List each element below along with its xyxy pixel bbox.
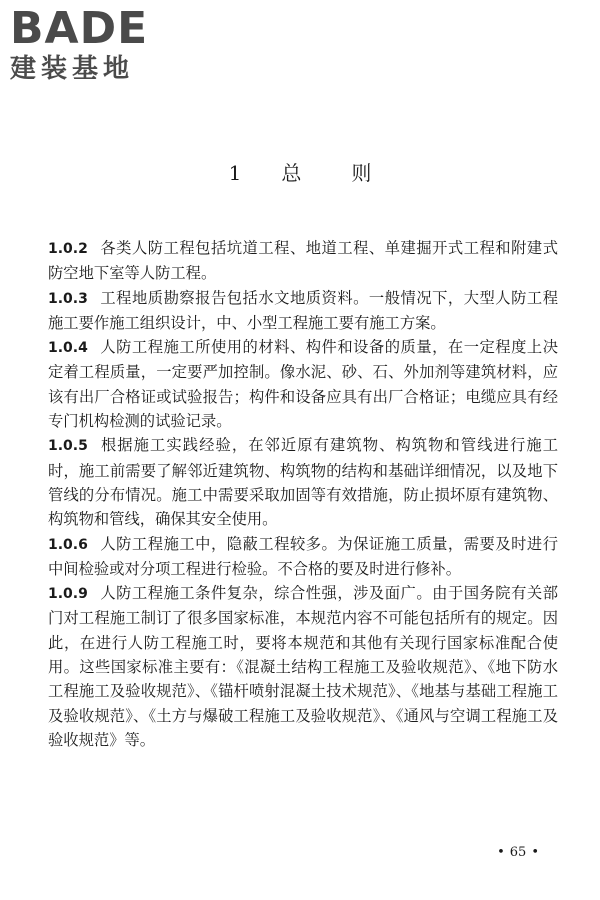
clause-number: 1.0.6 — [48, 536, 88, 553]
page-dot-left: • — [497, 845, 505, 860]
clause-text: 人防工程施工中，隐蔽工程较多。为保证施工质量，需要及时进行中间检验或对分项工程进行检验。不合格的要及时进行修补。 — [48, 534, 558, 578]
logo-subtitle: 建装基地 — [10, 54, 135, 84]
clause-1-0-5 — [48, 433, 558, 531]
clause-text: 根据施工实践经验，在邻近原有建筑物、构筑物和管线进行施工时，施工前需要了解邻近建筑物、构筑物的结构和基础详细情况，以及地下管线的分布情况。施工中需要采取加固等有效措施，防止损坏原有建筑物、构筑物和管线，确保其安全使用。 — [48, 436, 558, 529]
clause-text: 人防工程施工条件复杂，综合性强，涉及面广。由于国务院有关部门对工程施工制订了很多国家标准，本规范内容不可能包括所有的规定。因此，在进行人防工程施工时，要将本规范和其他有关现行国家标准配合使用。这些国家标准主要有：《混凝土结构工程施工及验收规范》、《地下防水工程施工及验收规范》、《锚杆喷射混凝土技术规范》、《地基与基础工程施工及验收规范》、《土方与爆破工程施工及验收规范》、《通风与空调工程施工及验收规范》等。 — [48, 584, 558, 749]
clause-1-0-6 — [48, 532, 558, 582]
clause-number: 1.0.3 — [48, 290, 88, 307]
page-dot-right: • — [531, 845, 539, 860]
clause-text: 人防工程施工所使用的材料、构件和设备的质量，在一定程度上决定着工程质量，一定要严加控制。像水泥、砂、石、外加剂等建筑材料，应该有出厂合格证或试验报告；构件和设备应具有出厂合格证；电缆应具有经专门机构检测的试验记录。 — [48, 338, 558, 431]
clause-number: 1.0.4 — [48, 340, 88, 357]
clause-number: 1.0.9 — [48, 586, 88, 603]
logo-brand: BADE — [10, 3, 149, 54]
chapter-number: 1 — [228, 161, 242, 185]
clause-number: 1.0.2 — [48, 241, 88, 257]
page-number — [492, 845, 544, 860]
chapter-title-char-2: 则 — [351, 161, 372, 185]
clause-1-0-2 — [48, 236, 558, 286]
clause-1-0-9 — [48, 581, 558, 752]
clause-text: 工程地质勘察报告包括水文地质资料。一般情况下，大型人防工程施工要作施工组织设计，中、小型工程施工要有施工方案。 — [48, 288, 558, 332]
bade-logo — [10, 3, 180, 84]
page-number-value: 65 — [509, 845, 527, 860]
clause-1-0-3 — [48, 286, 558, 336]
chapter-title-char-1: 总 — [281, 161, 302, 185]
document-body — [48, 236, 558, 752]
clause-number: 1.0.5 — [48, 438, 88, 455]
clause-text: 各类人防工程包括坑道工程、地道工程、单建掘开式工程和附建式防空地下室等人防工程。 — [48, 239, 558, 283]
chapter-title — [0, 160, 600, 186]
clause-1-0-4 — [48, 335, 558, 433]
